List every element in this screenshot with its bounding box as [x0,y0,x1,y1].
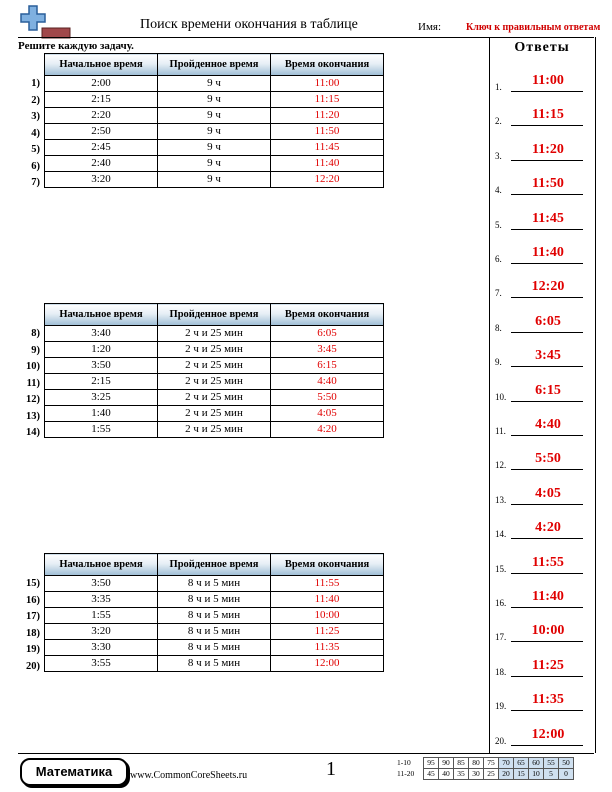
end-time-cell: 4:05 [271,406,384,422]
start-time-cell: 3:50 [45,358,158,374]
table-row [45,624,384,640]
answer-number: 17. [495,632,507,643]
start-time-cell: 3:55 [45,656,158,672]
answer-underline [511,229,583,230]
score-range-label: 1-10 [397,758,411,767]
problem-number: 13) [26,410,40,422]
answer-underline [511,401,583,402]
table-row [45,422,384,438]
problem-number: 20) [26,660,40,672]
score-cell: 5 [544,769,559,780]
end-time-cell: 10:00 [271,608,384,624]
start-time-cell: 2:50 [45,124,158,140]
column-header: Пройденное время [158,304,271,326]
answer-line [495,382,591,402]
end-time-cell: 11:40 [271,592,384,608]
problem-number: 19) [26,644,40,655]
score-cell: 0 [559,769,574,780]
score-cell: 70 [499,758,514,769]
answer-line [495,347,591,367]
answer-number: 3. [495,150,502,161]
table-row [45,156,384,172]
start-time-cell: 3:50 [45,576,158,592]
score-cell: 20 [499,769,514,780]
column-header: Пройденное время [158,554,271,576]
start-time-cell: 3:30 [45,640,158,656]
time-table-2 [44,303,384,438]
score-cell: 50 [559,758,574,769]
table-row [45,124,384,140]
table-row [45,172,384,188]
answer-value: 11:45 [532,210,564,226]
answer-underline [511,435,583,436]
table-row [45,108,384,124]
elapsed-time-cell: 2 ч и 25 мин [158,406,271,422]
table-row [45,390,384,406]
elapsed-time-cell: 2 ч и 25 мин [158,342,271,358]
answer-value: 5:50 [535,451,561,467]
elapsed-time-cell: 2 ч и 25 мин [158,374,271,390]
answer-underline [511,366,583,367]
end-time-cell: 12:00 [271,656,384,672]
answer-value: 3:45 [535,348,561,364]
column-header: Время окончания [271,54,384,76]
score-table [397,757,574,780]
problem-number: 3) [31,111,40,122]
answer-number: 10. [495,391,507,402]
name-label: Имя: [418,21,442,33]
table-row [45,92,384,108]
end-time-cell: 11:15 [271,92,384,108]
elapsed-time-cell: 2 ч и 25 мин [158,422,271,438]
elapsed-time-cell: 9 ч [158,92,271,108]
answer-line [495,106,591,126]
score-cell: 65 [514,758,529,769]
table-row [45,406,384,422]
end-time-cell: 5:50 [271,390,384,406]
column-header: Начальное время [45,304,158,326]
table-row [45,656,384,672]
answer-underline [511,676,583,677]
score-cell: 80 [469,758,484,769]
answer-line [495,485,591,505]
problem-number: 17) [26,611,40,622]
problem-number: 5) [31,144,40,155]
end-time-cell: 11:20 [271,108,384,124]
end-time-cell: 6:15 [271,358,384,374]
answer-key-label: Ключ к правильным ответам [466,22,601,33]
elapsed-time-cell: 8 ч и 5 мин [158,640,271,656]
answer-line [495,726,591,746]
score-cell: 30 [469,769,484,780]
problem-number: 9) [31,344,40,356]
elapsed-time-cell: 8 ч и 5 мин [158,592,271,608]
answer-number: 11. [495,426,506,436]
elapsed-time-cell: 2 ч и 25 мин [158,326,271,342]
answer-number: 2. [495,116,502,127]
elapsed-time-cell: 8 ч и 5 мин [158,608,271,624]
elapsed-time-cell: 2 ч и 25 мин [158,358,271,374]
problem-numbers [18,576,40,675]
start-time-cell: 3:25 [45,390,158,406]
answer-line [495,313,591,333]
answer-value: 4:40 [535,417,561,432]
table-row [45,374,384,390]
answer-value: 11:40 [532,245,564,260]
elapsed-time-cell: 9 ч [158,108,271,124]
score-cell: 90 [439,758,454,769]
answer-number: 13. [495,494,507,505]
end-time-cell: 4:40 [271,374,384,390]
start-time-cell: 3:20 [45,172,158,188]
answer-underline [511,710,583,711]
score-cell: 60 [529,758,544,769]
end-time-cell: 11:25 [271,624,384,640]
table-row [45,342,384,358]
answer-line [495,519,591,539]
problem-number: 11) [26,377,40,389]
table-row [45,592,384,608]
end-time-cell: 6:05 [271,326,384,342]
table-row [45,576,384,592]
footer-divider [18,753,594,754]
score-cell: 35 [454,769,469,780]
answer-value: 11:25 [532,657,564,673]
end-time-cell: 3:45 [271,342,384,358]
answer-underline [511,297,583,298]
plus-logo-icon [20,4,72,40]
answer-underline [511,641,583,642]
start-time-cell: 2:15 [45,374,158,390]
answer-line [495,622,591,642]
brand-badge: Математика [20,758,128,786]
problem-number: 1) [31,78,40,89]
page-number: 1 [326,758,336,780]
answer-number: 9. [495,357,502,368]
time-table-1 [44,53,384,188]
answer-underline [511,469,583,470]
answer-line [495,141,591,161]
score-cell: 10 [529,769,544,780]
score-cell: 15 [514,769,529,780]
answer-value: 11:55 [532,554,564,570]
start-time-cell: 3:35 [45,592,158,608]
start-time-cell: 2:40 [45,156,158,172]
start-time-cell: 1:55 [45,608,158,624]
answers-title: Ответы [514,40,570,55]
problem-number: 16) [26,594,40,606]
problem-number: 14) [26,427,40,438]
score-cell: 75 [484,758,499,769]
answer-value: 10:00 [531,623,565,639]
table-row [45,326,384,342]
answer-line [495,691,591,711]
answer-underline [511,263,583,264]
start-time-cell: 1:20 [45,342,158,358]
page-title: Поиск времени окончания в таблице [140,17,358,32]
answer-line [495,657,591,677]
problem-number: 10) [26,361,40,372]
answer-value: 12:00 [531,726,565,742]
site-url: www.CommonCoreSheets.ru [130,770,248,781]
answer-underline [511,194,583,195]
column-header: Пройденное время [158,54,271,76]
answer-value: 6:15 [535,382,561,398]
answer-line [495,72,591,92]
table-row [45,76,384,92]
answer-underline [511,745,583,746]
answer-value: 11:35 [532,692,564,708]
answer-underline [511,538,583,539]
answer-number: 6. [495,254,502,264]
answer-number: 1. [495,82,502,92]
answer-number: 12. [495,460,507,471]
problem-numbers [18,326,40,442]
answer-value: 11:20 [532,141,564,157]
answer-number: 16. [495,598,507,608]
end-time-cell: 11:35 [271,640,384,656]
end-time-cell: 11:40 [271,156,384,172]
answer-number: 4. [495,185,502,196]
start-time-cell: 1:55 [45,422,158,438]
score-cell: 85 [454,758,469,769]
start-time-cell: 2:00 [45,76,158,92]
problem-number: 2) [31,94,40,106]
end-time-cell: 11:50 [271,124,384,140]
answer-line [495,554,591,574]
answer-number: 18. [495,666,507,677]
answer-underline [511,504,583,505]
answer-number: 5. [495,219,502,230]
instructions: Решите каждую задачу. [18,40,134,52]
problem-number: 18) [26,627,40,639]
score-cell: 95 [424,758,439,769]
problem-number: 15) [26,578,40,589]
problem-number: 12) [26,394,40,405]
answer-line [495,588,591,608]
score-cell: 25 [484,769,499,780]
table-row [45,608,384,624]
start-time-cell: 3:20 [45,624,158,640]
answer-underline [511,573,583,574]
time-table-3 [44,553,384,672]
answer-value: 11:40 [532,589,564,604]
table-row [45,140,384,156]
elapsed-time-cell: 8 ч и 5 мин [158,624,271,640]
problem-number: 4) [31,127,40,139]
elapsed-time-cell: 9 ч [158,172,271,188]
answer-line [495,244,591,264]
start-time-cell: 3:40 [45,326,158,342]
answer-value: 11:50 [532,176,564,192]
elapsed-time-cell: 9 ч [158,156,271,172]
problem-number: 7) [31,177,40,188]
column-header: Начальное время [45,554,158,576]
answer-number: 20. [495,735,507,746]
score-cell: 40 [439,769,454,780]
answer-number: 15. [495,563,507,574]
start-time-cell: 1:40 [45,406,158,422]
answer-line [495,416,591,436]
problem-numbers [18,76,40,192]
end-time-cell: 4:20 [271,422,384,438]
elapsed-time-cell: 9 ч [158,140,271,156]
score-cell: 55 [544,758,559,769]
answer-value: 4:05 [535,485,561,501]
score-range-label: 11-20 [397,769,415,778]
answer-number: 14. [495,529,507,540]
answer-number: 8. [495,322,502,333]
answer-underline [511,125,583,126]
table-row [45,640,384,656]
problem-number: 8) [31,328,40,339]
answer-line [495,278,591,298]
end-time-cell: 11:00 [271,76,384,92]
answer-value: 11:15 [532,107,564,123]
answer-underline [511,607,583,608]
answer-number: 7. [495,288,502,299]
answer-line [495,450,591,470]
column-header: Время окончания [271,304,384,326]
answer-value: 4:20 [535,520,561,536]
column-header: Время окончания [271,554,384,576]
answer-number: 19. [495,701,507,712]
elapsed-time-cell: 2 ч и 25 мин [158,390,271,406]
end-time-cell: 11:55 [271,576,384,592]
answer-value: 12:20 [531,279,565,295]
start-time-cell: 2:45 [45,140,158,156]
elapsed-time-cell: 8 ч и 5 мин [158,656,271,672]
answer-line [495,210,591,230]
answer-underline [511,332,583,333]
table-row [45,358,384,374]
answer-line [495,175,591,195]
start-time-cell: 2:20 [45,108,158,124]
end-time-cell: 12:20 [271,172,384,188]
elapsed-time-cell: 8 ч и 5 мин [158,576,271,592]
answer-underline [511,160,583,161]
start-time-cell: 2:15 [45,92,158,108]
problem-number: 6) [31,160,40,172]
answer-value: 11:00 [532,73,564,88]
score-cell: 45 [424,769,439,780]
end-time-cell: 11:45 [271,140,384,156]
elapsed-time-cell: 9 ч [158,124,271,140]
answer-underline [511,91,583,92]
column-header: Начальное время [45,54,158,76]
elapsed-time-cell: 9 ч [158,76,271,92]
answer-value: 6:05 [535,313,561,329]
